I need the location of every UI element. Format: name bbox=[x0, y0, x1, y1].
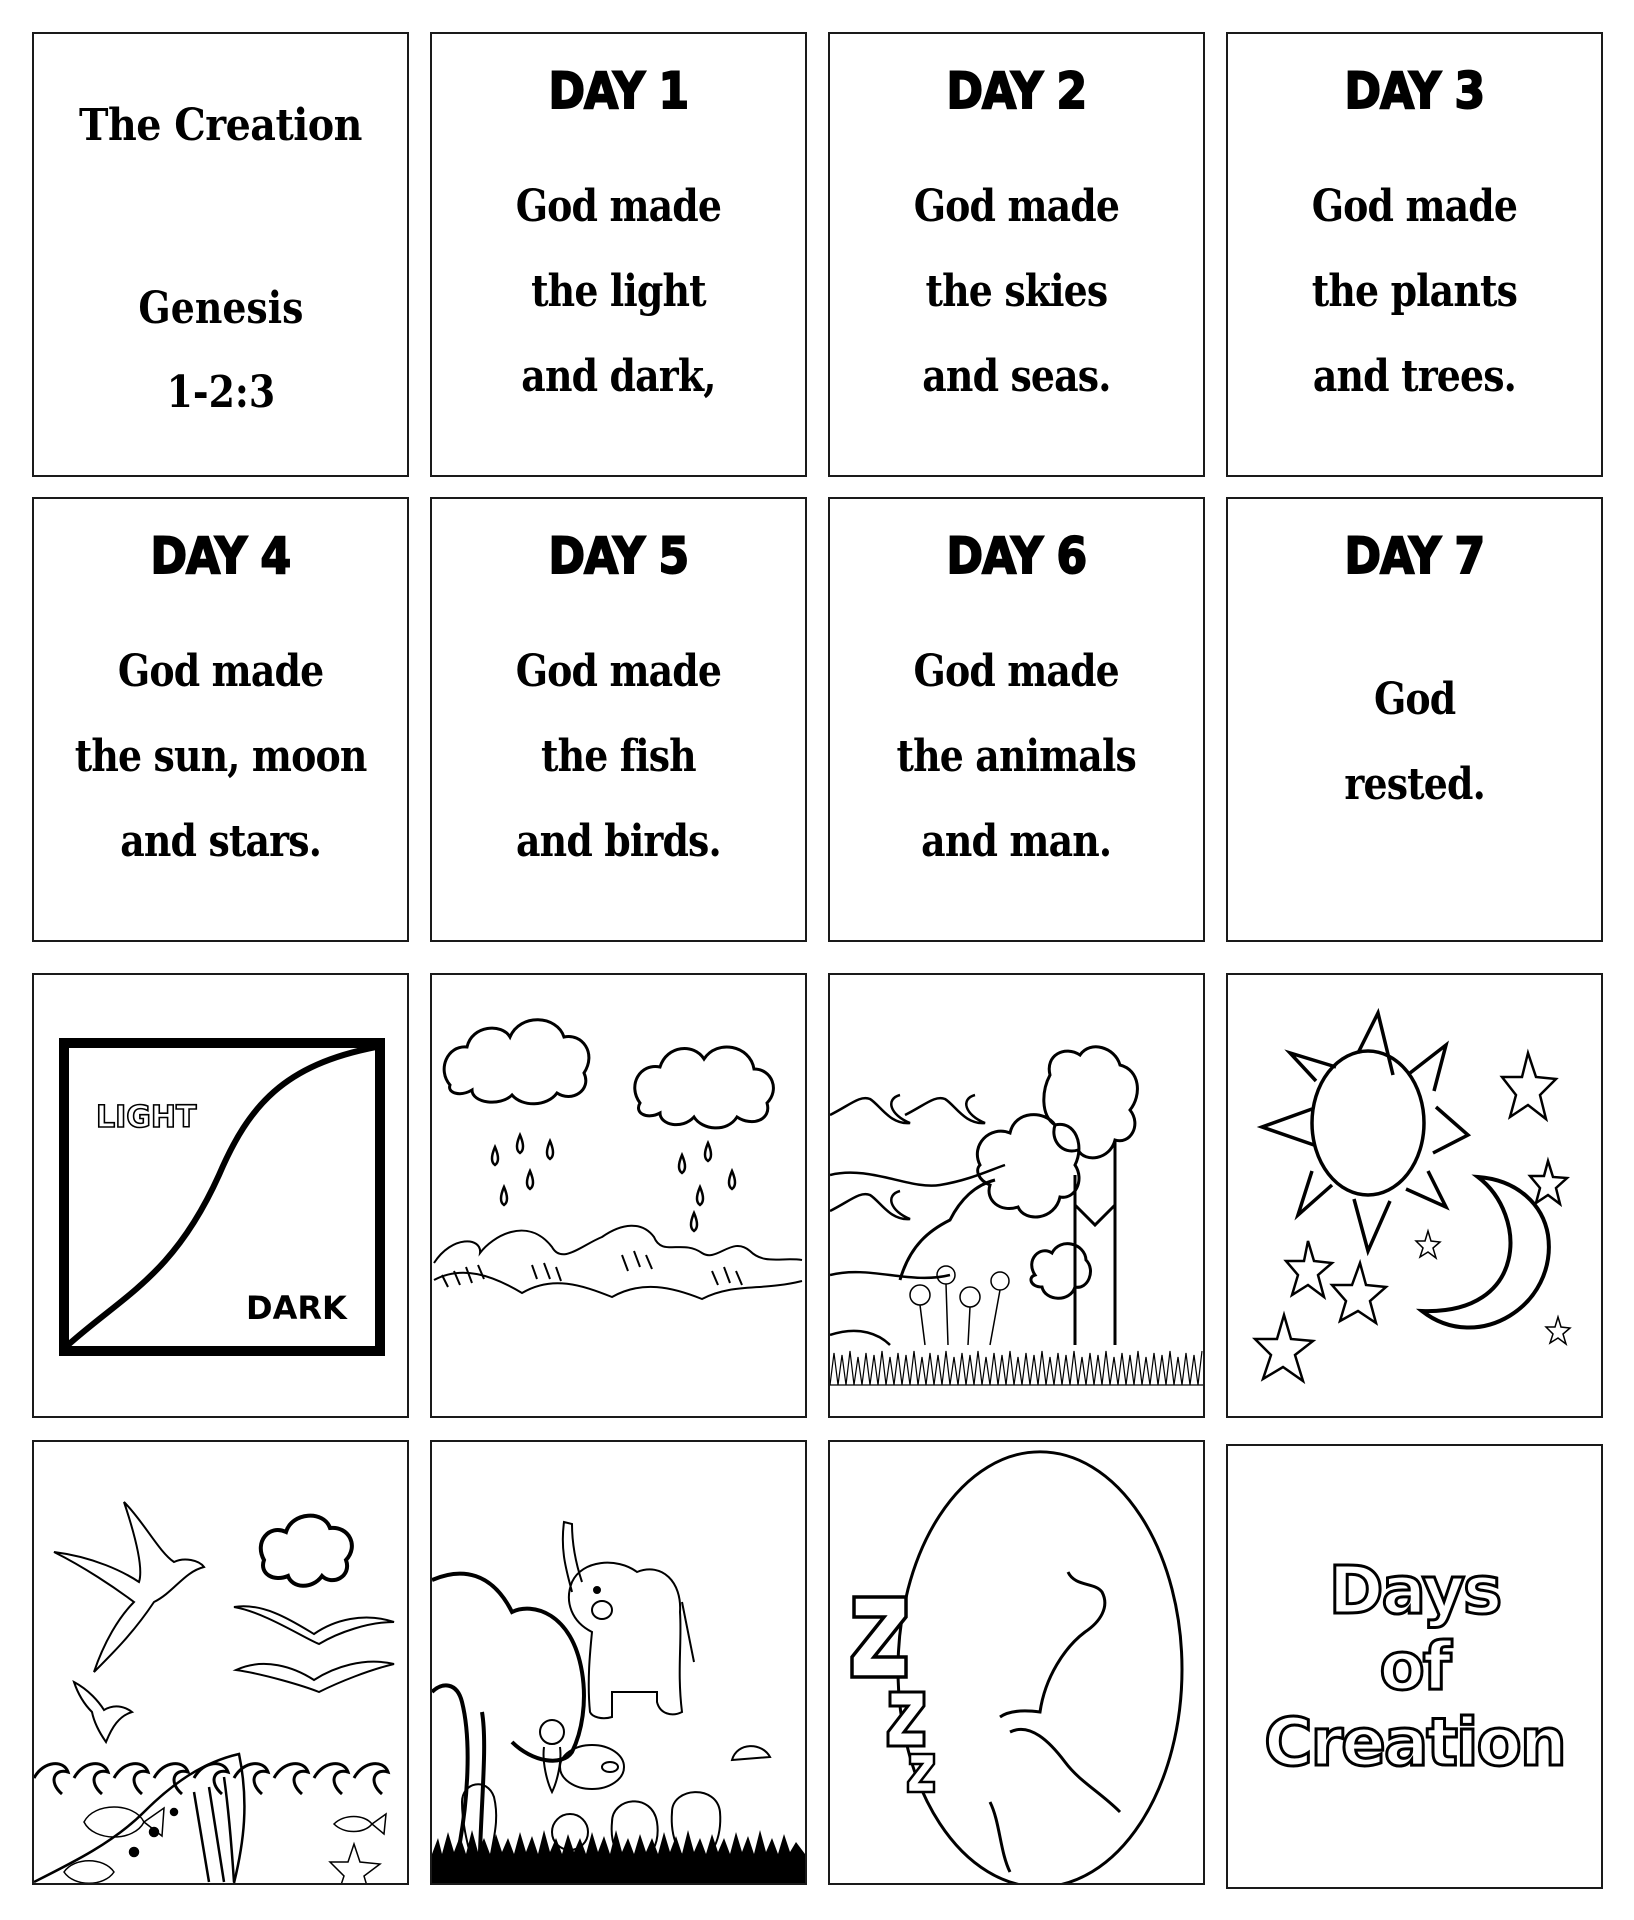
day-line: and dark, bbox=[521, 351, 716, 402]
day-heading: DAY 4 bbox=[150, 527, 291, 585]
day-line: the animals bbox=[896, 731, 1137, 782]
day-card-2 bbox=[828, 32, 1205, 477]
day-description bbox=[1344, 657, 1484, 827]
picture-card-fish-birds bbox=[32, 1440, 409, 1885]
picture-card-plants-trees bbox=[828, 973, 1205, 1418]
day-line: God bbox=[1373, 674, 1456, 725]
day-line: God made bbox=[913, 646, 1120, 697]
animals-people-illustration bbox=[432, 1442, 805, 1883]
star-icon bbox=[1255, 1053, 1570, 1381]
day-description bbox=[914, 164, 1119, 419]
bird-icon bbox=[54, 1502, 204, 1672]
tree-icon bbox=[900, 1047, 1137, 1345]
day-heading: DAY 3 bbox=[1344, 62, 1485, 120]
day-line: and birds. bbox=[516, 816, 721, 867]
day-description bbox=[897, 629, 1136, 884]
day-line: and man. bbox=[921, 816, 1112, 867]
light-dark-illustration bbox=[34, 975, 407, 1416]
clouds-rain-waves-illustration bbox=[432, 975, 805, 1416]
dark-label: DARK bbox=[246, 1289, 347, 1327]
scripture-reference bbox=[138, 267, 303, 435]
day-line: the light bbox=[531, 266, 706, 317]
picture-card-sun-moon-stars bbox=[1226, 973, 1603, 1418]
monkey-icon bbox=[540, 1720, 564, 1792]
picture-card-skies-seas bbox=[430, 973, 807, 1418]
picture-card-animals-man bbox=[430, 1440, 807, 1885]
day-line: God made bbox=[117, 646, 324, 697]
intro-card bbox=[32, 32, 409, 477]
day-line: the sun, moon bbox=[74, 731, 367, 782]
day-card-4 bbox=[32, 497, 409, 942]
sleeping-earth-illustration bbox=[830, 1442, 1203, 1883]
fish-birds-illustration bbox=[34, 1442, 407, 1883]
cover-title-line: of bbox=[1379, 1627, 1450, 1705]
fish-icon bbox=[64, 1807, 386, 1883]
sea-waves-icon bbox=[34, 1764, 388, 1794]
sleep-z-icon bbox=[852, 1597, 934, 1792]
raindrops-icon bbox=[492, 1135, 735, 1231]
picture-card-light-dark bbox=[32, 973, 409, 1418]
day-line: God made bbox=[515, 646, 722, 697]
day-line: God made bbox=[913, 181, 1120, 232]
day-heading: DAY 6 bbox=[946, 527, 1087, 585]
sun-moon-stars-illustration bbox=[1228, 975, 1601, 1416]
cover-card bbox=[1226, 1444, 1603, 1889]
day-heading: DAY 1 bbox=[548, 62, 689, 120]
small-bird-icon bbox=[74, 1682, 132, 1742]
day-line: and seas. bbox=[922, 351, 1111, 402]
day-description bbox=[75, 629, 367, 884]
reference-verses: 1-2:3 bbox=[166, 367, 275, 418]
day-heading: DAY 2 bbox=[946, 62, 1087, 120]
day-description bbox=[516, 164, 721, 419]
cloud-icon bbox=[261, 1516, 352, 1586]
tree-icon bbox=[432, 1574, 584, 1852]
starfish-icon bbox=[330, 1844, 380, 1883]
day-line: and stars. bbox=[120, 816, 321, 867]
grass-icon bbox=[830, 1351, 1203, 1385]
day-line: the plants bbox=[1311, 266, 1518, 317]
pig-icon bbox=[560, 1745, 624, 1789]
cover-title-line: Creation bbox=[1264, 1703, 1565, 1781]
waves-icon bbox=[434, 1226, 802, 1299]
wind-waves-icon bbox=[830, 1095, 1005, 1345]
day-line: God made bbox=[515, 181, 722, 232]
seagull-icon bbox=[234, 1606, 394, 1692]
day-line: the fish bbox=[541, 731, 696, 782]
light-label: LIGHT bbox=[96, 1100, 197, 1135]
day-card-1 bbox=[430, 32, 807, 477]
day-line: and trees. bbox=[1312, 351, 1517, 402]
intro-title: The Creation bbox=[79, 100, 362, 151]
day-line: rested. bbox=[1344, 759, 1485, 810]
day-card-7 bbox=[1226, 497, 1603, 942]
cover-title-line: Days bbox=[1328, 1551, 1501, 1629]
turtle-icon bbox=[732, 1746, 770, 1760]
day-heading: DAY 5 bbox=[548, 527, 689, 585]
grass-icon bbox=[432, 1830, 805, 1883]
day-line: the skies bbox=[925, 266, 1108, 317]
day-card-3 bbox=[1226, 32, 1603, 477]
sun-icon bbox=[1262, 1013, 1468, 1251]
cloud-icon bbox=[635, 1047, 774, 1128]
trees-flowers-illustration bbox=[830, 975, 1203, 1416]
day-heading: DAY 7 bbox=[1344, 527, 1485, 585]
day-description bbox=[516, 629, 721, 884]
earth-icon bbox=[898, 1452, 1182, 1883]
day-description bbox=[1312, 164, 1517, 419]
day-line: God made bbox=[1311, 181, 1518, 232]
day-card-5 bbox=[430, 497, 807, 942]
picture-card-resting-earth bbox=[828, 1440, 1205, 1885]
cloud-icon bbox=[444, 1020, 589, 1104]
day-card-6 bbox=[828, 497, 1205, 942]
reference-book: Genesis bbox=[138, 283, 303, 334]
